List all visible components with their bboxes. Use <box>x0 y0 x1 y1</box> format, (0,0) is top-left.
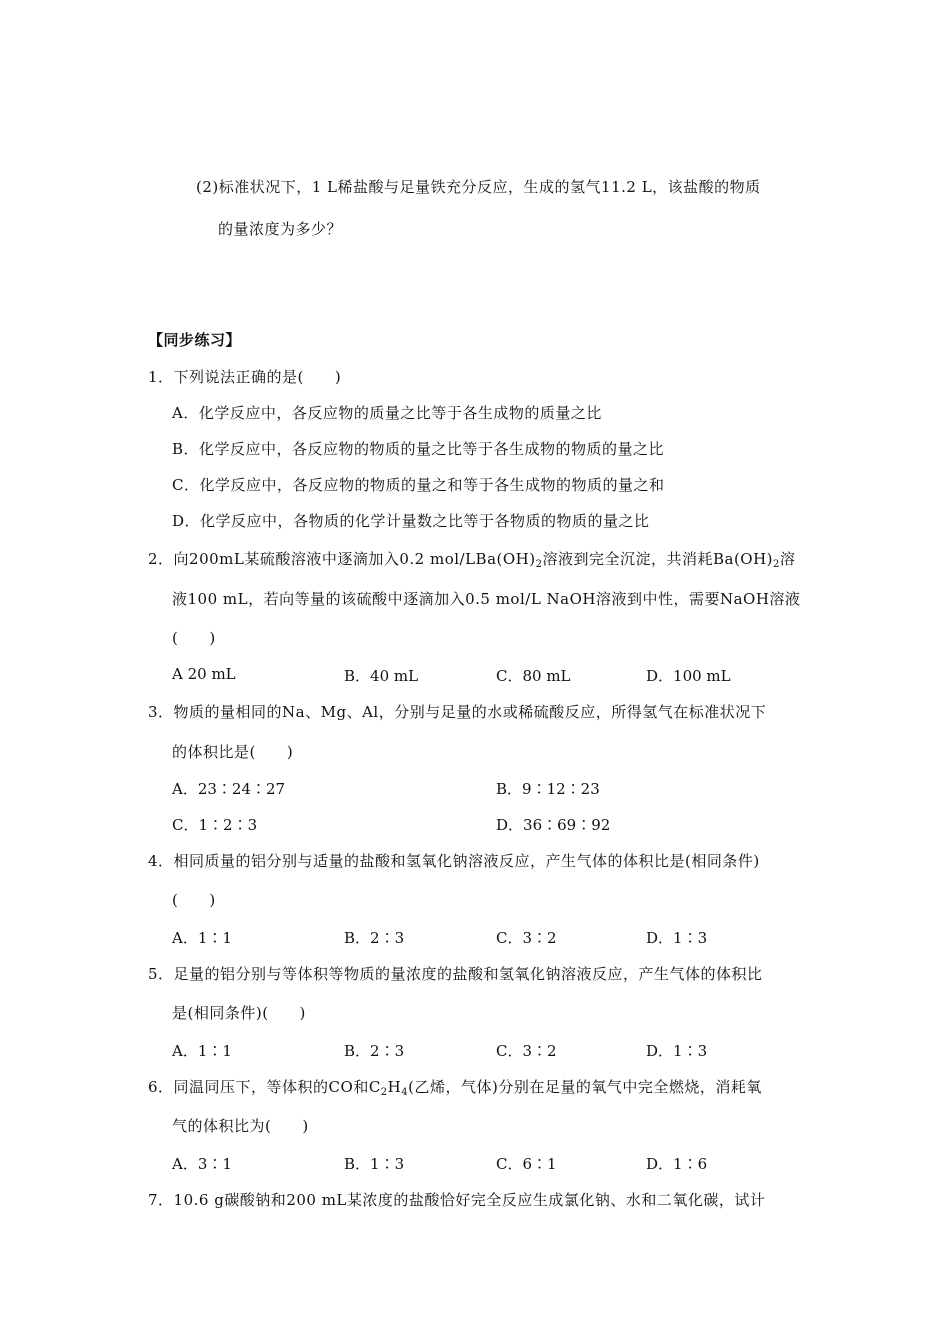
q4-option-d: D．1∶3 <box>646 929 708 947</box>
q2-stem-line-2: 液100 mL，若向等量的该硫酸中逐滴加入0.5 mol/L NaOH溶液到中性，需要NaOH溶液 <box>172 590 801 608</box>
q6-option-c: C．6∶1 <box>496 1155 557 1173</box>
q2-option-d: D．100 mL <box>646 667 731 685</box>
q5-stem-line-2: 是(相同条件)( ) <box>172 1004 306 1022</box>
q2-option-a: A 20 mL <box>172 665 236 683</box>
q3-stem-line-1: 3．物质的量相同的Na、Mg、Al，分别与足量的水或稀硫酸反应，所得氢气在标准状况下 <box>148 703 767 721</box>
q3-option-b: B．9∶12∶23 <box>496 780 600 798</box>
q3-stem-line-2: 的体积比是( ) <box>172 743 294 761</box>
q6-stem-line-1 <box>148 1076 762 1098</box>
intro-line-2: 的量浓度为多少？ <box>218 220 343 238</box>
q5-stem-line-1: 5．足量的铝分别与等体积等物质的量浓度的盐酸和氢氧化钠溶液反应，产生气体的体积比 <box>148 965 763 983</box>
section-title: 【同步练习】 <box>148 331 242 349</box>
q4-option-c: C．3∶2 <box>496 929 557 947</box>
q4-stem-line-2: ( ) <box>172 891 216 909</box>
q6-option-d: D．1∶6 <box>646 1155 708 1173</box>
q1-option-b: B．化学反应中，各反应物的物质的量之比等于各生成物的物质的量之比 <box>172 440 665 458</box>
q2-l1a: 2．向200mL某硫酸溶液中逐滴加入0.2 mol/LBa(OH) <box>148 550 536 568</box>
q2-stem-line-3: ( ) <box>172 629 216 647</box>
q4-option-a: A．1∶1 <box>172 929 232 947</box>
q3-option-a: A．23∶24∶27 <box>172 780 286 798</box>
q4-stem-line-1: 4．相同质量的铝分别与适量的盐酸和氢氧化钠溶液反应，产生气体的体积比是(相同条件) <box>148 852 760 870</box>
q5-option-c: C．3∶2 <box>496 1042 557 1060</box>
q5-option-d: D．1∶3 <box>646 1042 708 1060</box>
q2-stem-line-1 <box>148 548 795 570</box>
q4-option-b: B．2∶3 <box>344 929 405 947</box>
q2-sub-1: 2 <box>535 559 543 570</box>
q7-stem-line-1: 7．10.6 g碳酸钠和200 mL某浓度的盐酸恰好完全反应生成氯化钠、水和二氧化碳，试计 <box>148 1191 766 1209</box>
q3-option-c: C．1∶2∶3 <box>172 816 258 834</box>
q6-sub-2: 4 <box>401 1087 409 1098</box>
q1-option-a: A．化学反应中，各反应物的质量之比等于各生成物的质量之比 <box>172 404 602 422</box>
q6-stem-line-2: 气的体积比为( ) <box>172 1117 309 1135</box>
q6-l1b: H <box>387 1078 402 1096</box>
q1-stem: 1．下列说法正确的是( ) <box>148 368 342 386</box>
q2-l1c: 溶 <box>779 550 796 568</box>
q5-option-a: A．1∶1 <box>172 1042 232 1060</box>
q5-option-b: B．2∶3 <box>344 1042 405 1060</box>
q1-option-c: C．化学反应中，各反应物的物质的量之和等于各生成物的物质的量之和 <box>172 476 665 494</box>
q2-l1b: 溶液到完全沉淀，共消耗Ba(OH) <box>542 550 774 568</box>
q2-sub-2: 2 <box>773 559 780 570</box>
q6-sub-1: 2 <box>380 1087 388 1098</box>
q2-option-c: C．80 mL <box>496 667 571 685</box>
q6-l1c: (乙烯，气体)分别在足量的氧气中完全燃烧，消耗氧 <box>408 1078 762 1096</box>
q3-option-d: D．36∶69∶92 <box>496 816 611 834</box>
q6-option-b: B．1∶3 <box>344 1155 405 1173</box>
intro-line-1: (2)标准状况下，1 L稀盐酸与足量铁充分反应，生成的氢气11.2 L，该盐酸的物质 <box>196 178 761 196</box>
q2-option-b: B．40 mL <box>344 667 419 685</box>
q6-option-a: A．3∶1 <box>172 1155 232 1173</box>
q6-l1a: 6．同温同压下，等体积的CO和C <box>148 1078 381 1096</box>
q1-option-d: D．化学反应中，各物质的化学计量数之比等于各物质的物质的量之比 <box>172 512 650 530</box>
